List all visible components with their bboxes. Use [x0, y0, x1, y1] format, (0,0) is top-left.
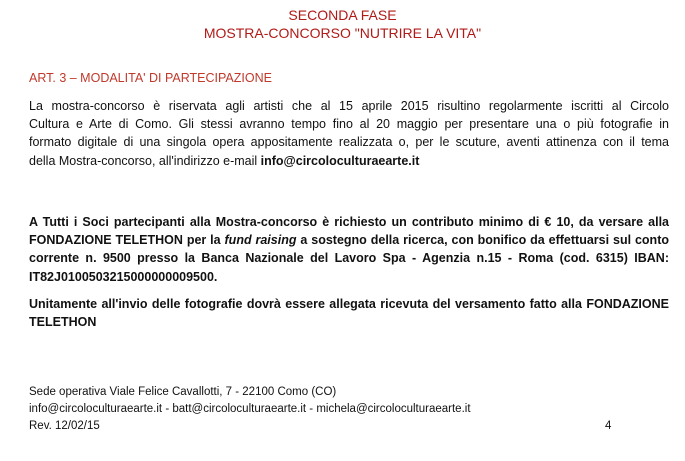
paragraph-line: A Tutti i Soci partecipanti alla Mostra-concorso è richiesto un contributo minimo di € 10, da versare alla: [29, 215, 669, 229]
paragraph-line-text: a sostegno della ricerca, con bonifico da effettuarsi sul conto: [296, 233, 669, 248]
contact-email-link[interactable]: info@circoloculturaearte.it: [260, 153, 420, 168]
document-heading-title: MOSTRA-CONCORSO "NUTRIRE LA VITA": [203, 25, 482, 41]
paragraph-participation: [29, 97, 669, 170]
paragraph-receipt: [29, 295, 669, 331]
paragraph-line: formato digitale di una singola opera appositamente realizzata o, per le scuture, aventi attinenza con il tema: [29, 135, 669, 150]
fund-raising-italic: fund raising: [224, 233, 297, 248]
paragraph-line: TELETHON: [29, 315, 97, 330]
footer-revision: Rev. 12/02/15: [29, 420, 100, 432]
paragraph-line: Unitamente all'invio delle fotografie dovrà essere allegata ricevuta del versamento fatto alla FONDAZIONE: [29, 297, 669, 311]
paragraph-line: corrente n. 9500 presso la Banca Nazionale del Lavoro Spa - Agenzia n.15 - Roma (cod. 6315) IBAN:: [29, 251, 669, 266]
paragraph-line: [29, 231, 669, 249]
paragraph-line: La mostra-concorso è riservata agli artisti che al 15 aprile 2015 risultino regolarmente iscritti al Circolo: [29, 99, 669, 113]
document-heading-phase: SECONDA FASE: [288, 7, 397, 23]
iban-line: IT82J0100503215000000009500.: [29, 269, 218, 284]
paragraph-line-text: FONDAZIONE TELETHON per la: [29, 233, 225, 248]
footer-address: Sede operativa Viale Felice Cavallotti, 7 - 22100 Como (CO): [29, 386, 337, 398]
footer-emails[interactable]: info@circoloculturaearte.it - batt@circoloculturaearte.it - michela@circoloculturaearte.it: [29, 403, 471, 415]
article-title: ART. 3 – MODALITA' DI PARTECIPAZIONE: [29, 71, 272, 85]
paragraph-line: [29, 152, 669, 170]
paragraph-line: Cultura e Arte di Como. Gli stessi avranno tempo fino al 20 maggio per presentare una o più fotografie in: [29, 117, 669, 132]
page-number: 4: [605, 420, 612, 432]
paragraph-contribution: [29, 213, 669, 286]
paragraph-line-text: della Mostra-concorso, all'indirizzo e-mail: [29, 153, 261, 168]
